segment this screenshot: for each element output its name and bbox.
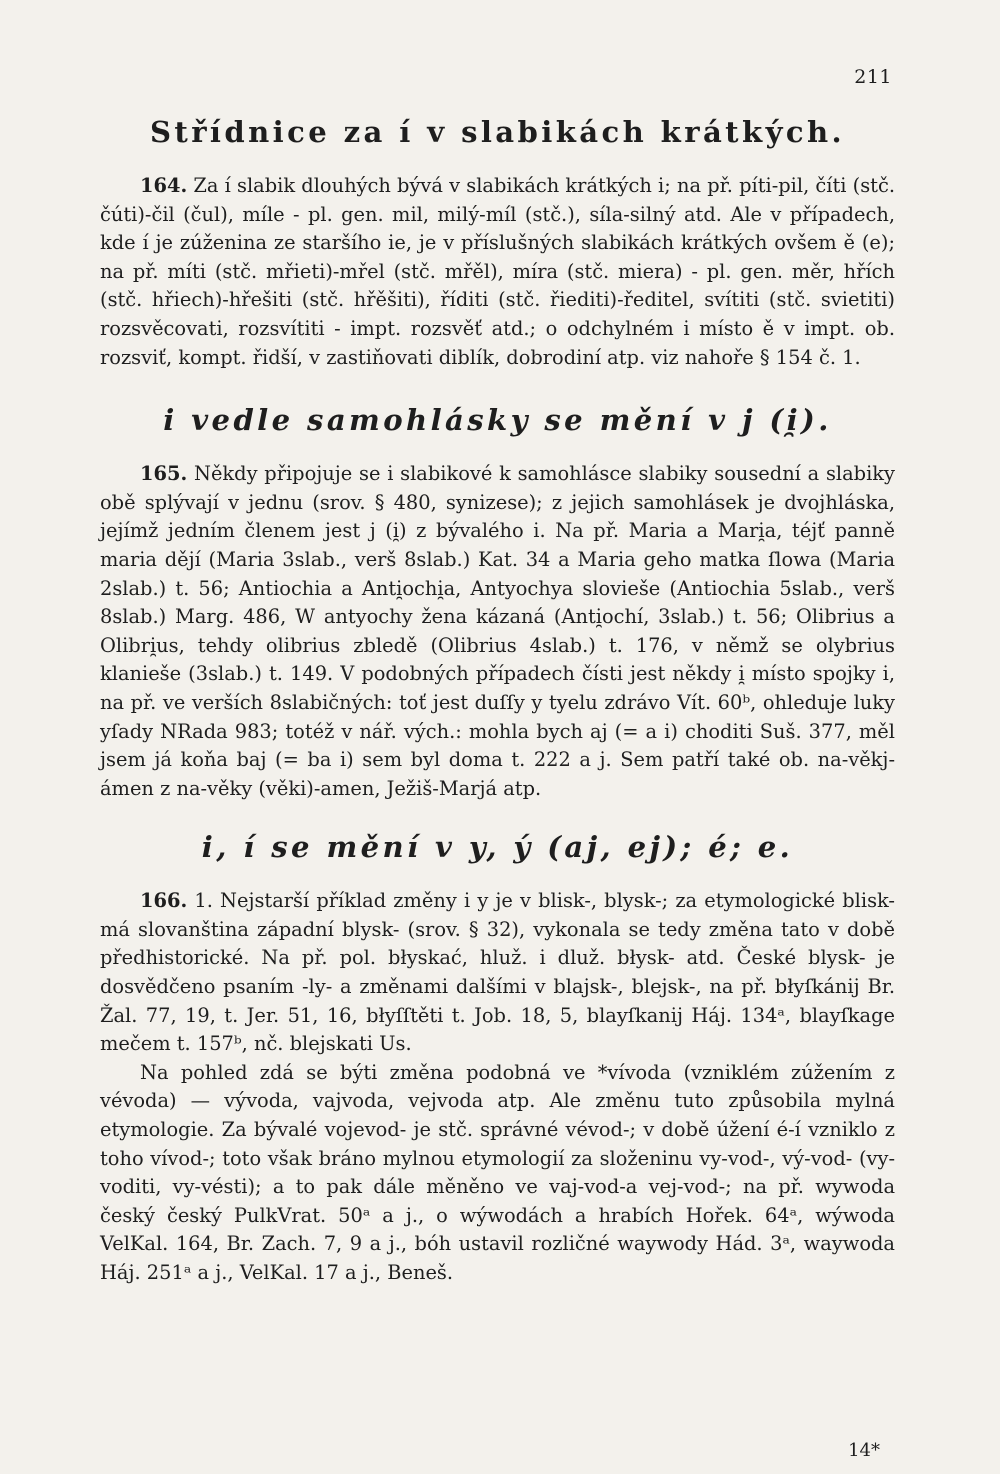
page-body [100, 115, 895, 1288]
paragraph [100, 172, 895, 372]
paragraph [100, 460, 895, 803]
paragraph-text: Za í slabik dlouhých bývá v slabikách krátkých i; na př. píti-pil, číti (stč. čúti)-čil (čul), míle - pl. gen. mil, milý-míl (stč.), síla-silný atd. Ale v případech, kde í je zúženina ze staršího ie, je v příslušných slabikách krátkých ovšem ě (e); na př. míti (stč. mřieti)-mřel (stč. mřěl), míra (stč. miera) - pl. gen. měr, hřích (stč. hřiech)-hřešiti (stč. hřěšiti), říditi (stč. řiediti)-ředitel, svítiti (stč. svietiti) rozsvěcovati, rozsvítiti - impt. rozsvěť atd.; o odchylném i místo ě v impt. ob. rozsviť, kompt. řidší, v zastiňovati diblík, dobrodiní atp. viz nahoře § 154 č. 1. [100, 174, 895, 369]
section-heading: Střídnice za í v slabikách krátkých. [149, 115, 846, 149]
paragraph [100, 887, 895, 1059]
section-heading: i, í se mění v y, ý (aj, ej); é; e. [201, 830, 794, 865]
signature-mark: 14* [848, 1440, 880, 1461]
paragraph-text: 1. Nejstarší příklad změny i y je v blisk-, blysk-; za etymologické blisk- má slovanština západní blysk- (srov. § 32), vykonala se tedy změna tato v době předhistorické. Na př. pol. błyskać, hluž. i dluž. błysk- atd. České blysk- je dosvědčeno psaním -ly- a změnami dalšími v blajsk-, blejsk-, na př. błyſkánij Br. Žal. 77, 19, t. Jer. 51, 16, błyſſtěti t. Job. 18, 5, blayſkanij Háj. 134ᵃ, blayſkage mečem t. 157ᵇ, nč. blejskati Us. [100, 889, 895, 1056]
paragraph-number: 166. [140, 889, 188, 913]
paragraph-text: Na pohled zdá se býti změna podobná ve *vívoda (vzniklém zúžením z vévoda) — vývoda, vajvoda, vejvoda atp. Ale změnu tuto způsobila mylná etymologie. Za bývalé vojevod- je stč. správné vévod-; v době úžení é-í vzniklo z toho vívod-; toto však bráno mylnou etymologií za složeninu vy-vod-, vý-vod- (vy-voditi, vy-vésti); a to pak dále měněno ve vaj-vod-a vej-vod-; na př. wywoda český český PulkVrat. 50ᵃ a j., o wýwodách a hrabích Hořek. 64ᵃ, wýwoda VelKal. 164, Br. Zach. 7, 9 a j., bóh ustavil rozličné waywody Hád. 3ᵃ, waywoda Háj. 251ᵃ a j., VelKal. 17 a j., Beneš. [100, 1060, 895, 1284]
paragraph-text: Někdy připojuje se i slabikové k samohlásce slabiky sousední a slabiky obě splývají v jednu (srov. § 480, synizese); z jejich samohlásek je dvojhláska, jejímž jedním členem jest j (i̯) z bývalého i. Na př. Maria a Mari̯a, téjť panně maria dějí (Maria 3slab., verš 8slab.) Kat. 34 a Maria geho matka ſlowa (Maria 2slab.) t. 56; Antiochia a Anti̯ochi̯a, Antyochya slovieše (Antiochia 5slab., verš 8slab.) Marg. 486, W antyochy žena kázaná (Anti̯ochí, 3slab.) t. 56; Olibrius a Olibri̯us, tehdy olibrius zbledě (Olibrius 4slab.) t. 176, v němž se olybrius klanieše (3slab.) t. 149. V podobných případech čísti jest někdy i̯ místo spojky i, na př. ve verších 8slabičných: toť jest duſſy y tyelu zdrávo Vít. 60ᵇ, ohleduje luky yſady NRada 983; totéž v nář. vých.: mohla bych aj (= a i) choditi Suš. 377, měl jsem já koňa baj (= ba i) sem byl doma t. 222 a j. Sem patří také ob. na-věkj-ámen z na-věky (věki)-amen, Ježiš-Marjá atp. [100, 462, 895, 800]
paragraph-number: 165. [140, 462, 188, 486]
section-heading: i vedle samohlásky se mění v j (i̯). [163, 403, 832, 438]
page-number: 211 [854, 66, 892, 88]
paragraph-number: 164. [140, 174, 188, 197]
paragraph [100, 1059, 895, 1288]
